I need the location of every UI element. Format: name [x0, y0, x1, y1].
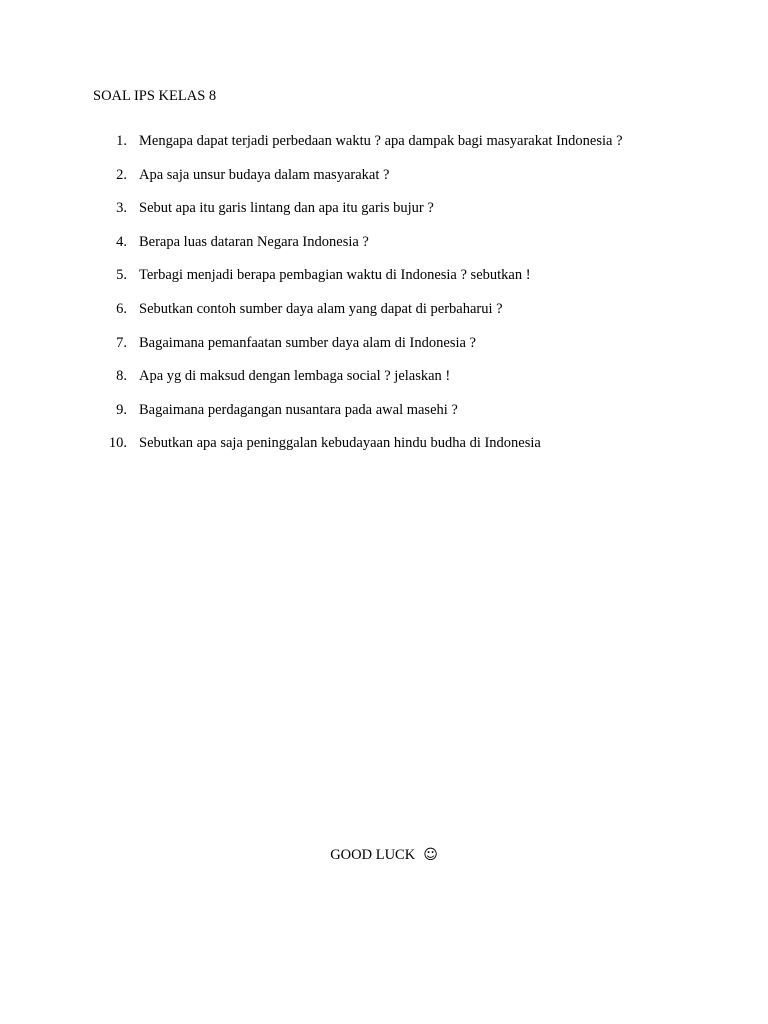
question-text: Sebutkan apa saja peninggalan kebudayaan hindu budha di Indonesia — [139, 435, 541, 452]
question-text: Bagaimana pemanfaatan sumber daya alam di Indonesia ? — [139, 334, 476, 351]
list-item — [0, 233, 768, 267]
question-number: 7. — [116, 334, 127, 351]
list-item — [0, 166, 768, 200]
question-list — [0, 132, 768, 468]
question-text: Berapa luas dataran Negara Indonesia ? — [139, 233, 369, 250]
list-item — [0, 300, 768, 334]
list-item — [0, 266, 768, 300]
question-text: Apa yg di maksud dengan lembaga social ? jelaskan ! — [139, 368, 451, 385]
closing-text: GOOD LUCK — [330, 847, 416, 863]
question-number: 3. — [116, 200, 127, 217]
question-number: 5. — [116, 267, 127, 284]
question-text: Terbagi menjadi berapa pembagian waktu di Indonesia ? sebutkan ! — [139, 267, 531, 284]
question-number: 10. — [108, 435, 127, 452]
question-number: 2. — [116, 166, 127, 183]
question-number: 1. — [116, 133, 127, 149]
question-number: 8. — [116, 368, 127, 385]
list-item — [0, 367, 768, 401]
smiley-icon: ☺ — [423, 847, 438, 863]
question-number: 9. — [116, 401, 127, 418]
question-number: 4. — [116, 233, 127, 250]
list-item — [0, 401, 768, 435]
list-item — [0, 132, 768, 166]
list-item — [0, 434, 768, 468]
question-text: Bagaimana perdagangan nusantara pada awal masehi ? — [139, 401, 458, 418]
question-text: Sebutkan contoh sumber daya alam yang dapat di perbaharui ? — [139, 300, 503, 317]
document-title: SOAL IPS KELAS 8 — [93, 88, 217, 104]
question-number: 6. — [116, 300, 127, 317]
question-text: Sebut apa itu garis lintang dan apa itu garis bujur ? — [139, 200, 434, 217]
closing-message — [0, 846, 768, 864]
list-item — [0, 199, 768, 233]
list-item — [0, 334, 768, 368]
question-text: Apa saja unsur budaya dalam masyarakat ? — [139, 166, 390, 183]
question-text: Mengapa dapat terjadi perbedaan waktu ? apa dampak bagi masyarakat Indonesia ? — [139, 133, 623, 149]
